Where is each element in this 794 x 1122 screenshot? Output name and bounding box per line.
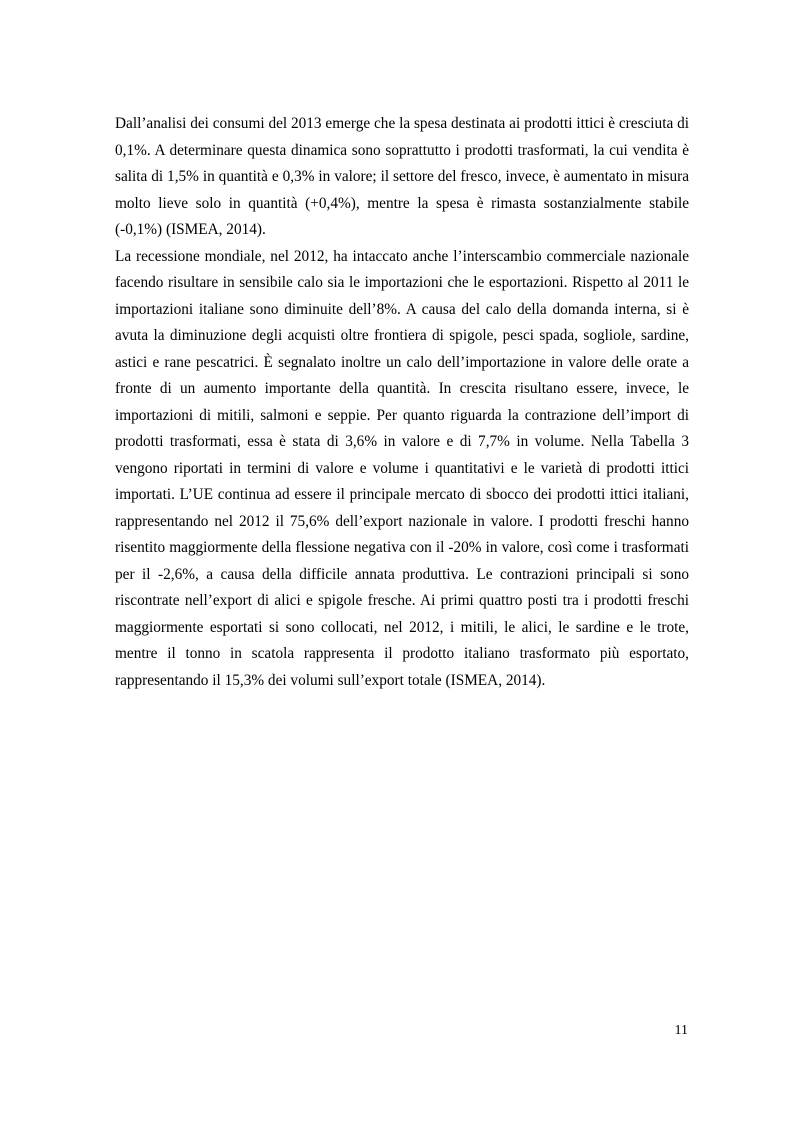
paragraph-consumi-2013: Dall’analisi dei consumi del 2013 emerge che la spesa destinata ai prodotti ittici è cresciuta di 0,1%. A determinare questa dinamica sono soprattutto i prodotti trasformati, la cui vendita è salita di 1,5% in quantità e 0,3% in valore; il settore del fresco, invece, è aumentato in misura molto lieve solo in quantità (+0,4%), mentre la spesa è rimasta sostanzialmente stabile (-0,1%) (ISMEA, 2014). <box>115 115 689 238</box>
paragraph-interscambio-commerciale: La recessione mondiale, nel 2012, ha intaccato anche l’interscambio commerciale nazionale facendo risultare in sensibile calo sia le importazioni che le esportazioni. Rispetto al 2011 le importazioni italiane sono diminuite dell’8%. A causa del calo della domanda interna, si è avuta la diminuzione degli acquisti oltre frontiera di spigole, pesci spada, sogliole, sardine, astici e rane pescatrici. È segnalato inoltre un calo dell’importazione in valore delle orate a fronte di un aumento importante della quantità. In crescita risultano essere, invece, le importazioni di mitili, salmoni e seppie. Per quanto riguarda la contrazione dell’import di prodotti trasformati, essa è stata di 3,6% in valore e di 7,7% in volume. Nella Tabella 3 vengono riportati in termini di valore e volume i quantitativi e le varietà di prodotti ittici importati. L’UE continua ad essere il principale mercato di sbocco dei prodotti ittici italiani, rappresentando nel 2012 il 75,6% dell’export nazionale in valore. I prodotti freschi hanno risentito maggiormente della flessione negativa con il -20% in valore, così come i trasformati per il -2,6%, a causa della difficile annata produttiva. Le contrazioni principali si sono riscontrate nell’export di alici e spigole fresche. Ai primi quattro posti tra i prodotti freschi maggiormente esportati si sono collocati, nel 2012, i mitili, le alici, le sardine e le trote, mentre il tonno in scatola rappresenta il prodotto italiano trasformato più esportato, rappresentando il 15,3% dei volumi sull’export totale (ISMEA, 2014). <box>115 247 689 689</box>
page-number: 11 <box>674 1023 688 1038</box>
body-text <box>115 111 689 694</box>
